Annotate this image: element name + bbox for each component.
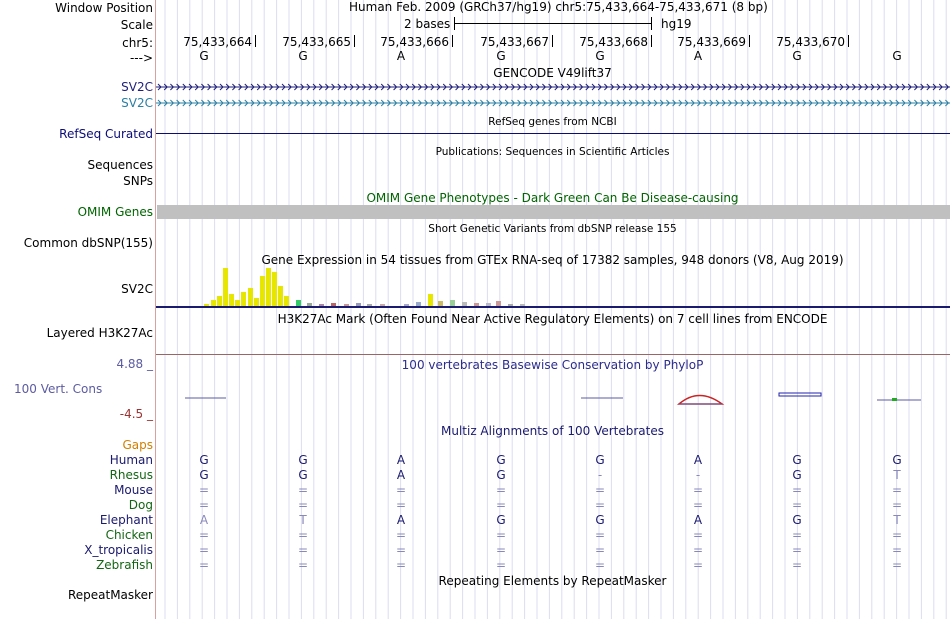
species-label-elephant[interactable]: Elephant xyxy=(99,513,153,527)
omim-track-title: OMIM Gene Phenotypes - Dark Green Can Be Disease-causing xyxy=(366,191,739,205)
alignment-base: = xyxy=(198,483,210,497)
gtex-tissue-bar[interactable] xyxy=(254,298,259,306)
alignment-base: = xyxy=(692,528,704,542)
gtex-tissue-bar[interactable] xyxy=(496,301,501,306)
alignment-base: - xyxy=(597,468,603,482)
gtex-tissue-bar[interactable] xyxy=(204,304,209,306)
alignment-base: T xyxy=(299,513,307,527)
scale-bar xyxy=(454,23,652,24)
alignment-base: = xyxy=(395,558,407,572)
h3k27ac-track-title: H3K27Ac Mark (Often Found Near Active Regulatory Elements) on 7 cell lines from ENCODE xyxy=(277,312,828,326)
omim-label[interactable]: OMIM Genes xyxy=(77,205,153,219)
gencode-transcripts[interactable] xyxy=(156,80,950,110)
gtex-tissue-bar[interactable] xyxy=(367,304,372,306)
alignment-base: G xyxy=(199,468,209,482)
dbsnp-label[interactable]: Common dbSNP(155) xyxy=(23,236,153,250)
coordinate-label: 75,433,670 xyxy=(776,35,845,49)
conservation-plot[interactable] xyxy=(156,385,950,410)
alignment-base: G xyxy=(792,468,802,482)
alignment-base: A xyxy=(693,453,703,467)
gtex-tissue-bar[interactable] xyxy=(296,300,301,306)
alignment-base: = xyxy=(692,483,704,497)
alignment-base: = xyxy=(198,528,210,542)
alignment-base: G xyxy=(892,453,902,467)
coordinate-tick xyxy=(651,35,652,47)
gtex-tissue-bar[interactable] xyxy=(404,304,409,306)
alignment-base: = xyxy=(891,528,903,542)
coordinate-label: 75,433,666 xyxy=(380,35,449,49)
species-label-human[interactable]: Human xyxy=(109,453,153,467)
reference-base: G xyxy=(199,49,209,63)
alignment-base: = xyxy=(395,543,407,557)
alignment-base: G xyxy=(298,453,308,467)
gtex-tissue-bar[interactable] xyxy=(211,300,216,306)
reference-base: G xyxy=(496,49,506,63)
cons-segment-3 xyxy=(679,396,722,405)
alignment-base: = xyxy=(594,543,606,557)
coordinate-tick xyxy=(552,35,553,47)
reference-base: G xyxy=(792,49,802,63)
coordinate-label: 75,433,664 xyxy=(183,35,252,49)
alignment-base: = xyxy=(692,543,704,557)
gtex-tissue-bar[interactable] xyxy=(486,303,491,306)
alignment-base: A xyxy=(396,453,406,467)
sequences-label[interactable]: Sequences xyxy=(87,158,153,172)
alignment-base: = xyxy=(594,498,606,512)
conservation-min-label: -4.5 _ xyxy=(119,407,153,421)
gencode-transcript-2[interactable] xyxy=(156,100,950,106)
alignment-base: = xyxy=(791,483,803,497)
window-position-value: Human Feb. 2009 (GRCh37/hg19) chr5:75,433,664-75,433,671 (8 bp) xyxy=(349,0,768,14)
conservation-track-title: 100 vertebrates Basewise Conservation by PhyloP xyxy=(401,358,704,372)
gtex-tissue-bar[interactable] xyxy=(319,304,324,306)
alignment-base: = xyxy=(692,558,704,572)
omim-phenotype-bar[interactable] xyxy=(157,205,950,219)
alignment-base: = xyxy=(297,543,309,557)
cons-segment-5-mark xyxy=(892,398,897,401)
alignment-base: = xyxy=(891,543,903,557)
gtex-tissue-bar[interactable] xyxy=(356,303,361,306)
gtex-tissue-bar[interactable] xyxy=(217,296,222,306)
gtex-tissue-bar[interactable] xyxy=(450,300,455,306)
alignment-base: = xyxy=(594,528,606,542)
alignment-base: = xyxy=(495,558,507,572)
gencode-track-title: GENCODE V49lift37 xyxy=(493,66,612,80)
reference-base: G xyxy=(595,49,605,63)
alignment-base: G xyxy=(595,453,605,467)
alignment-base: = xyxy=(297,558,309,572)
species-label-x_tropicalis[interactable]: X_tropicalis xyxy=(84,543,153,557)
gtex-tissue-bar[interactable] xyxy=(462,302,467,306)
alignment-base: = xyxy=(891,483,903,497)
coordinate-tick xyxy=(848,35,849,47)
coordinate-tick xyxy=(255,35,256,47)
chr-label: chr5: xyxy=(122,36,153,50)
gtex-tissue-bar[interactable] xyxy=(266,268,271,306)
refseq-label[interactable]: RefSeq Curated xyxy=(59,127,153,141)
conservation-max-label: 4.88 _ xyxy=(116,357,153,371)
alignment-base: = xyxy=(594,558,606,572)
alignment-base: G xyxy=(298,468,308,482)
gtex-tissue-bar[interactable] xyxy=(248,288,253,306)
publications-track-title: Publications: Sequences in Scientific Articles xyxy=(435,146,670,158)
alignment-base: G xyxy=(496,468,506,482)
gtex-tissue-bar[interactable] xyxy=(307,303,312,306)
species-label-rhesus[interactable]: Rhesus xyxy=(109,468,153,482)
alignment-base: = xyxy=(495,543,507,557)
gtex-tissue-bar[interactable] xyxy=(344,304,349,306)
scale-label: Scale xyxy=(120,18,153,32)
gtex-tissue-bar[interactable] xyxy=(284,296,289,306)
alignment-base: A xyxy=(693,513,703,527)
alignment-base: = xyxy=(198,498,210,512)
alignment-base: = xyxy=(395,528,407,542)
gtex-tissue-bar[interactable] xyxy=(229,294,234,306)
gencode-transcript-1[interactable] xyxy=(156,84,950,90)
alignment-base: = xyxy=(594,483,606,497)
scale-bar-left-tick xyxy=(454,17,455,30)
gtex-tissue-bar[interactable] xyxy=(428,294,433,306)
snps-label[interactable]: SNPs xyxy=(123,174,153,188)
gtex-tissue-bar[interactable] xyxy=(272,272,277,306)
coordinate-label: 75,433,665 xyxy=(282,35,351,49)
dbsnp-track-title: Short Genetic Variants from dbSNP release 155 xyxy=(428,223,677,235)
gtex-expression-chart[interactable] xyxy=(156,266,950,310)
multiz-track-title: Multiz Alignments of 100 Vertebrates xyxy=(440,424,665,438)
strand-label: ---> xyxy=(129,51,153,65)
gtex-tissue-bar[interactable] xyxy=(438,301,443,306)
repeatmasker-label[interactable]: RepeatMasker xyxy=(67,588,153,602)
conservation-label[interactable]: 100 Vert. Cons xyxy=(14,382,103,396)
coordinate-tick xyxy=(749,35,750,47)
gtex-track-title: Gene Expression in 54 tissues from GTEx RNA-seq of 17382 samples, 948 donors (V8, Aug 2019) xyxy=(261,253,844,267)
gtex-tissue-bar[interactable] xyxy=(474,303,479,306)
repeatmasker-track-title: Repeating Elements by RepeatMasker xyxy=(438,574,667,588)
gtex-tissue-bar[interactable] xyxy=(416,302,421,306)
alignment-base: = xyxy=(791,528,803,542)
alignment-base: = xyxy=(495,528,507,542)
gaps-label[interactable]: Gaps xyxy=(122,438,153,452)
alignment-base: = xyxy=(891,558,903,572)
alignment-base: A xyxy=(396,468,406,482)
scale-bar-right-tick xyxy=(651,17,652,30)
gencode-item-2-label[interactable]: SV2C xyxy=(121,96,153,110)
reference-base: G xyxy=(298,49,308,63)
gtex-label[interactable]: SV2C xyxy=(121,282,153,296)
h3k27ac-baseline xyxy=(156,354,950,355)
species-label-zebrafish[interactable]: Zebrafish xyxy=(96,558,153,572)
alignment-base: = xyxy=(692,498,704,512)
reference-base: A xyxy=(693,49,703,63)
coordinate-tick xyxy=(354,35,355,47)
alignment-base: = xyxy=(495,483,507,497)
alignment-base: = xyxy=(495,498,507,512)
gencode-item-1-label[interactable]: SV2C xyxy=(121,80,153,94)
alignment-base: T xyxy=(893,513,901,527)
alignment-base: = xyxy=(791,498,803,512)
alignment-base: = xyxy=(791,558,803,572)
species-label-mouse[interactable]: Mouse xyxy=(114,483,153,497)
alignment-base: = xyxy=(198,543,210,557)
alignment-base: T xyxy=(893,468,901,482)
gtex-tissue-bar[interactable] xyxy=(380,304,385,306)
gtex-tissue-bar[interactable] xyxy=(223,268,228,306)
alignment-base: = xyxy=(791,543,803,557)
alignment-base: G xyxy=(595,513,605,527)
gtex-tissue-bar[interactable] xyxy=(260,276,265,306)
species-label-chicken[interactable]: Chicken xyxy=(105,528,153,542)
alignment-base: G xyxy=(496,453,506,467)
scale-text: 2 bases xyxy=(404,17,451,31)
alignment-base: = xyxy=(198,558,210,572)
alignment-base: - xyxy=(695,468,701,482)
species-label-dog[interactable]: Dog xyxy=(128,498,153,512)
coordinate-label: 75,433,667 xyxy=(480,35,549,49)
refseq-track-title: RefSeq genes from NCBI xyxy=(488,116,617,128)
coordinate-label: 75,433,668 xyxy=(579,35,648,49)
alignment-base: A xyxy=(396,513,406,527)
alignment-base: = xyxy=(297,483,309,497)
gtex-tissue-bar[interactable] xyxy=(278,286,283,306)
gtex-tissue-bar[interactable] xyxy=(241,292,246,306)
alignment-base: G xyxy=(496,513,506,527)
reference-base: G xyxy=(892,49,902,63)
gtex-tissue-bar[interactable] xyxy=(508,304,513,306)
gtex-tissue-bar[interactable] xyxy=(520,304,525,306)
gtex-baseline xyxy=(156,306,950,308)
reference-base: A xyxy=(396,49,406,63)
alignment-base: = xyxy=(395,498,407,512)
coordinate-tick xyxy=(452,35,453,47)
alignment-base: = xyxy=(891,498,903,512)
gtex-tissue-bar[interactable] xyxy=(331,303,336,306)
scale-assembly: hg19 xyxy=(661,17,692,31)
refseq-gene-line[interactable] xyxy=(156,133,950,134)
alignment-base: = xyxy=(297,498,309,512)
gtex-tissue-bar[interactable] xyxy=(235,300,240,306)
coordinate-label: 75,433,669 xyxy=(677,35,746,49)
alignment-base: G xyxy=(792,453,802,467)
alignment-base: = xyxy=(395,483,407,497)
alignment-base: G xyxy=(792,513,802,527)
cons-segment-4 xyxy=(779,393,821,396)
alignment-base: = xyxy=(297,528,309,542)
alignment-base: A xyxy=(199,513,209,527)
window-position-label: Window Position xyxy=(55,1,153,15)
alignment-base: G xyxy=(199,453,209,467)
h3k27ac-label[interactable]: Layered H3K27Ac xyxy=(46,326,153,340)
